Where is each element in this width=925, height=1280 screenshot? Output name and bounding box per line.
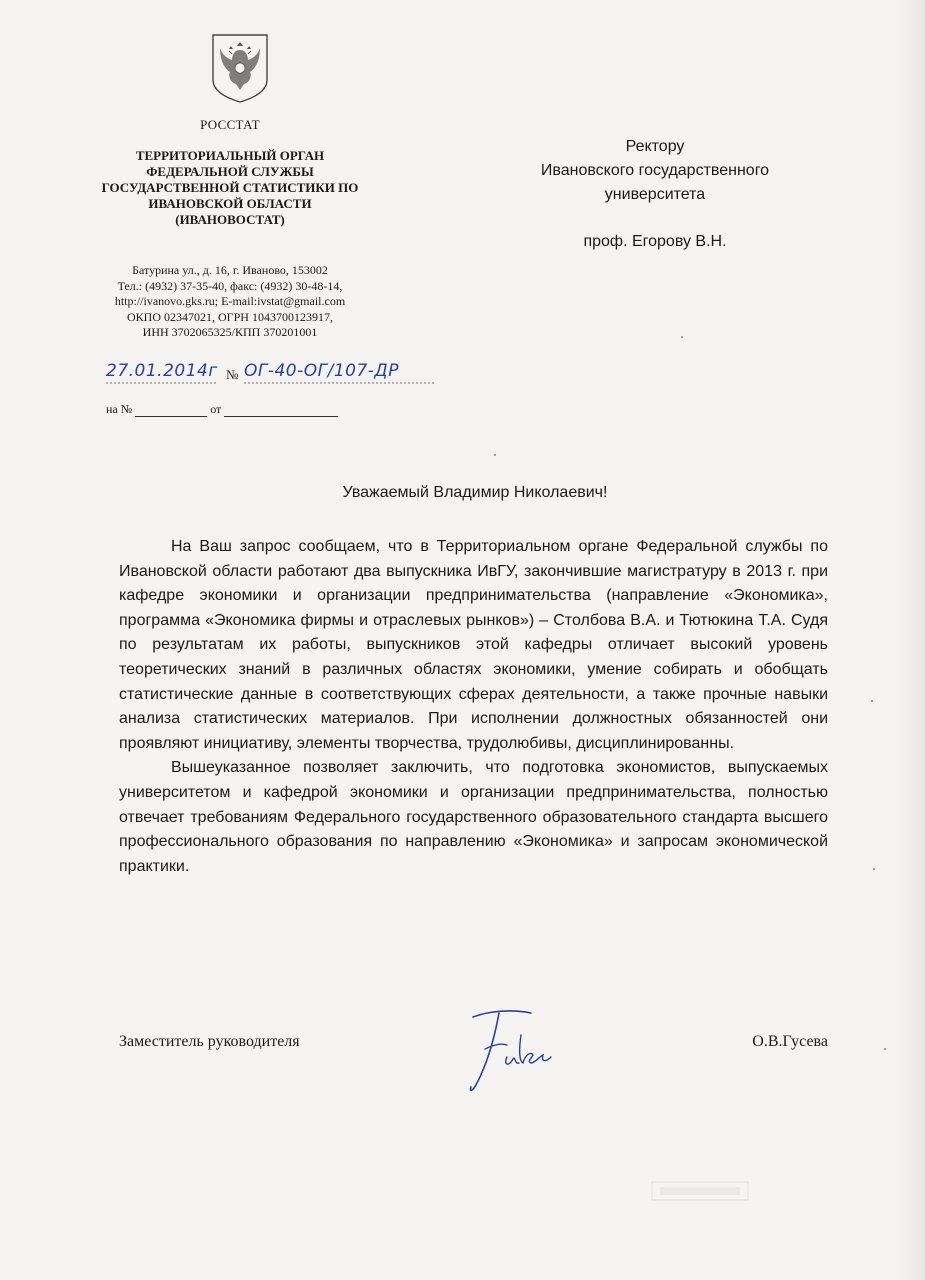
number-sign: № (226, 367, 239, 382)
signatory-position: Заместитель руководителя (119, 1033, 300, 1050)
contact-okpo-ogrn: ОКПО 02347021, ОГРН 1043700123917, (127, 309, 333, 324)
agency-name-line: ТЕРРИТОРИАЛЬНЫЙ ОРГАН (135, 148, 325, 163)
addressee-line: университета (604, 186, 706, 203)
addressee-name: проф. Егорову В.Н. (583, 233, 727, 250)
agency-full-name (60, 148, 400, 228)
outgoing-number: ОГ-40-ОГ/107-ДР (244, 361, 399, 381)
scan-edge-shadow (897, 0, 925, 1280)
incoming-date-label: от (210, 402, 222, 416)
incoming-date-blank (224, 404, 338, 417)
incoming-reference-line (106, 402, 338, 417)
outgoing-date: 27.01.2014г (106, 361, 218, 381)
coat-of-arms-icon (210, 32, 270, 104)
agency-name-line: ГОСУДАРСТВЕННОЙ СТАТИСТИКИ ПО (101, 180, 359, 195)
handwritten-signature (459, 1005, 559, 1100)
agency-contacts (60, 263, 400, 341)
agency-name-line: ФЕДЕРАЛЬНОЙ СЛУЖБЫ (146, 164, 314, 179)
contact-address: Батурина ул., д. 16, г. Иваново, 153002 (132, 263, 328, 277)
addressee-block (500, 135, 810, 254)
incoming-number-label: на № (106, 402, 133, 416)
faint-stamp-mark (650, 1178, 750, 1204)
scan-speck (494, 454, 496, 456)
letter-body (119, 535, 828, 879)
signature-block (119, 1033, 828, 1093)
body-paragraph: На Ваш запрос сообщаем, что в Территориальном органе Федеральной службы по Ивановской области работают два выпускника ИвГУ, закончившие магистратуру в 2013 г. при кафедре экономики и организации предпринимательства (направление «Экономика», программа «Экономика фирмы и отраслевых рынков») – Столбова В.А. и Тютюкина Т.А. Судя по результатам их работы, выпускников этой кафедры отличает высокий уровень теоретических знаний в различных областях экономики, умение собирать и обобщать статистические данные в соответствующих сферах деятельности, а также прочные навыки анализа статистических материалов. При исполнении должностных обязанностей они проявляют инициативу, элементы творчества, трудолюбивы, дисциплинированны. (119, 538, 828, 752)
addressee-line: Ректору (625, 138, 685, 155)
contact-phone-fax: Тел.: (4932) 37-35-40, факс: (4932) 30-48-14, (117, 278, 343, 293)
agency-name-line: (ИВАНОВОСТАТ) (175, 212, 285, 227)
salutation: Уважаемый Владимир Николаевич! (342, 484, 608, 501)
scan-speck (884, 1048, 886, 1050)
scan-speck (873, 868, 875, 870)
body-paragraph: Вышеуказанное позволяет заключить, что подготовка экономистов, выпускаемых университетом и кафедрой экономики и организации предпринимательства, полностью отвечает требованиям Федерального государственного образовательного стандарта высшего профессионального образования по направлению «Экономика» и запросам экономической практики. (119, 759, 828, 875)
incoming-number-blank (135, 404, 207, 417)
addressee-line: Ивановского государственного (540, 162, 770, 179)
outgoing-underline (106, 381, 446, 385)
scan-speck (871, 700, 873, 702)
agency-short-name: РОССТАТ (200, 117, 260, 132)
agency-name-line: ИВАНОВСКОЙ ОБЛАСТИ (148, 196, 312, 211)
scan-speck (681, 336, 683, 338)
outgoing-reference (106, 361, 446, 387)
contact-inn-kpp: ИНН 3702065325/КПП 370201001 (142, 325, 318, 339)
contact-web-email: http://ivanovo.gks.ru; E-mail:ivstat@gmail.com (114, 294, 346, 308)
signatory-name: О.В.Гусева (752, 1033, 828, 1050)
